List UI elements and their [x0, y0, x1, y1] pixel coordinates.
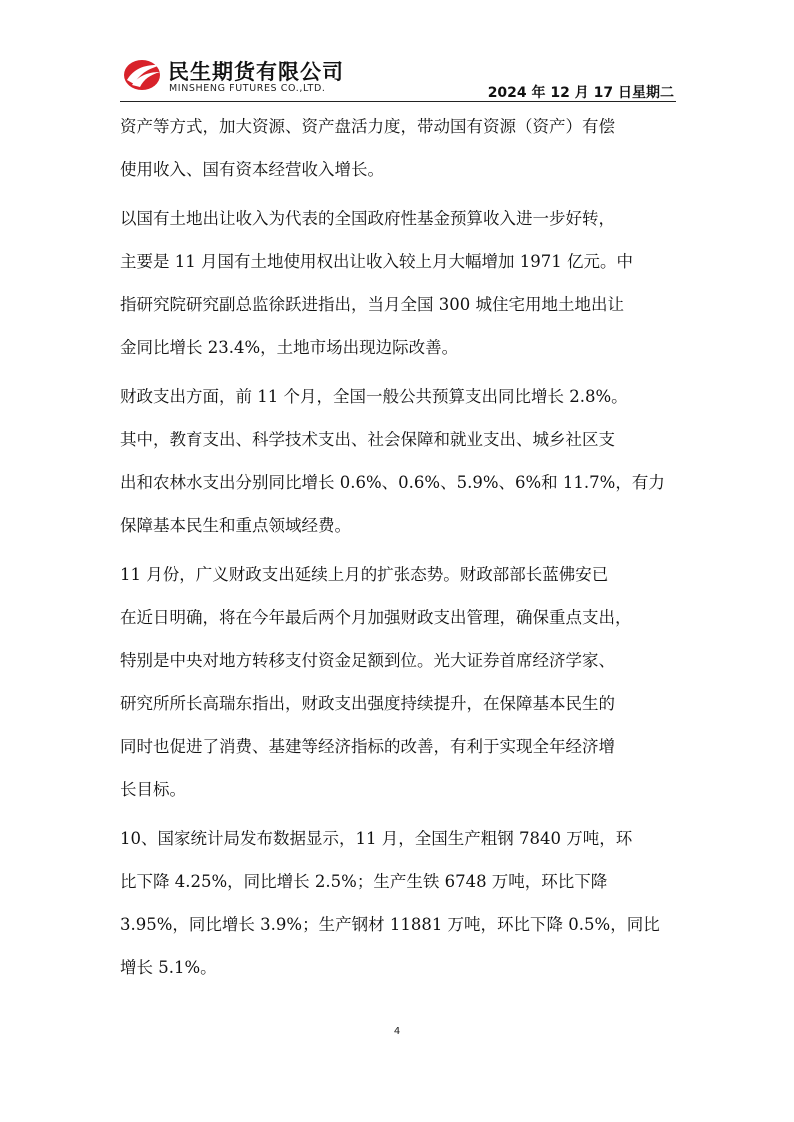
report-date: 2024 年 12 月 17 日星期二: [487, 85, 674, 101]
text-line: 增长 5.1%。: [120, 958, 217, 977]
text-line: 指研究院研究副总监徐跃进指出，当月全国 300 城住宅用地土地出让: [120, 295, 624, 314]
company-logo: [122, 54, 362, 98]
page-header: [120, 52, 676, 102]
text-line: 在近日明确，将在今年最后两个月加强财政支出管理，确保重点支出，: [120, 608, 632, 627]
header-divider: [120, 101, 676, 102]
text-line: 出和农林水支出分别同比增长 0.6%、0.6%、5.9%、6%和 11.7%，有力: [120, 473, 665, 492]
text-line: 比下降 4.25%，同比增长 2.5%；生产生铁 6748 万吨，环比下降: [120, 872, 608, 891]
text-line: 同时也促进了消费、基建等经济指标的改善，有利于实现全年经济增: [120, 737, 615, 756]
minsheng-logo-icon: [122, 58, 164, 92]
paragraph-4: [120, 553, 676, 811]
text-line: 保障基本民生和重点领域经费。: [120, 516, 351, 535]
company-name-cn: 民生期货有限公司: [168, 60, 344, 84]
text-line: 研究所所长高瑞东指出，财政支出强度持续提升，在保障基本民生的: [120, 694, 615, 713]
paragraph-2: [120, 197, 676, 369]
document-body: [120, 105, 676, 995]
page-number: 4: [393, 1026, 401, 1037]
text-line: 以国有土地出让收入为代表的全国政府性基金预算收入进一步好转，: [120, 209, 615, 228]
text-line: 主要是 11 月国有土地使用权出让收入较上月大幅增加 1971 亿元。中: [120, 252, 633, 271]
text-line: 使用收入、国有资本经营收入增长。: [120, 160, 384, 179]
text-line: 3.95%，同比增长 3.9%；生产钢材 11881 万吨，环比下降 0.5%，同比: [120, 915, 660, 934]
paragraph-5: [120, 817, 676, 989]
text-line: 金同比增长 23.4%，土地市场出现边际改善。: [120, 338, 459, 357]
paragraph-3: [120, 375, 676, 547]
text-line: 财政支出方面，前 11 个月，全国一般公共预算支出同比增长 2.8%。: [120, 387, 628, 406]
text-line: 资产等方式，加大资源、资产盘活力度，带动国有资源（资产）有偿: [120, 117, 615, 136]
text-line: 其中，教育支出、科学技术支出、社会保障和就业支出、城乡社区支: [120, 430, 615, 449]
paragraph-1: [120, 105, 676, 191]
company-name-en: MINSHENG FUTURES CO.,LTD.: [169, 83, 326, 94]
text-line: 特别是中央对地方转移支付资金足额到位。光大证券首席经济学家、: [120, 651, 615, 670]
text-line: 10、国家统计局发布数据显示，11 月，全国生产粗钢 7840 万吨，环: [120, 829, 633, 848]
text-line: 11 月份，广义财政支出延续上月的扩张态势。财政部部长蓝佛安已: [120, 565, 609, 584]
text-line: 长目标。: [120, 780, 186, 799]
